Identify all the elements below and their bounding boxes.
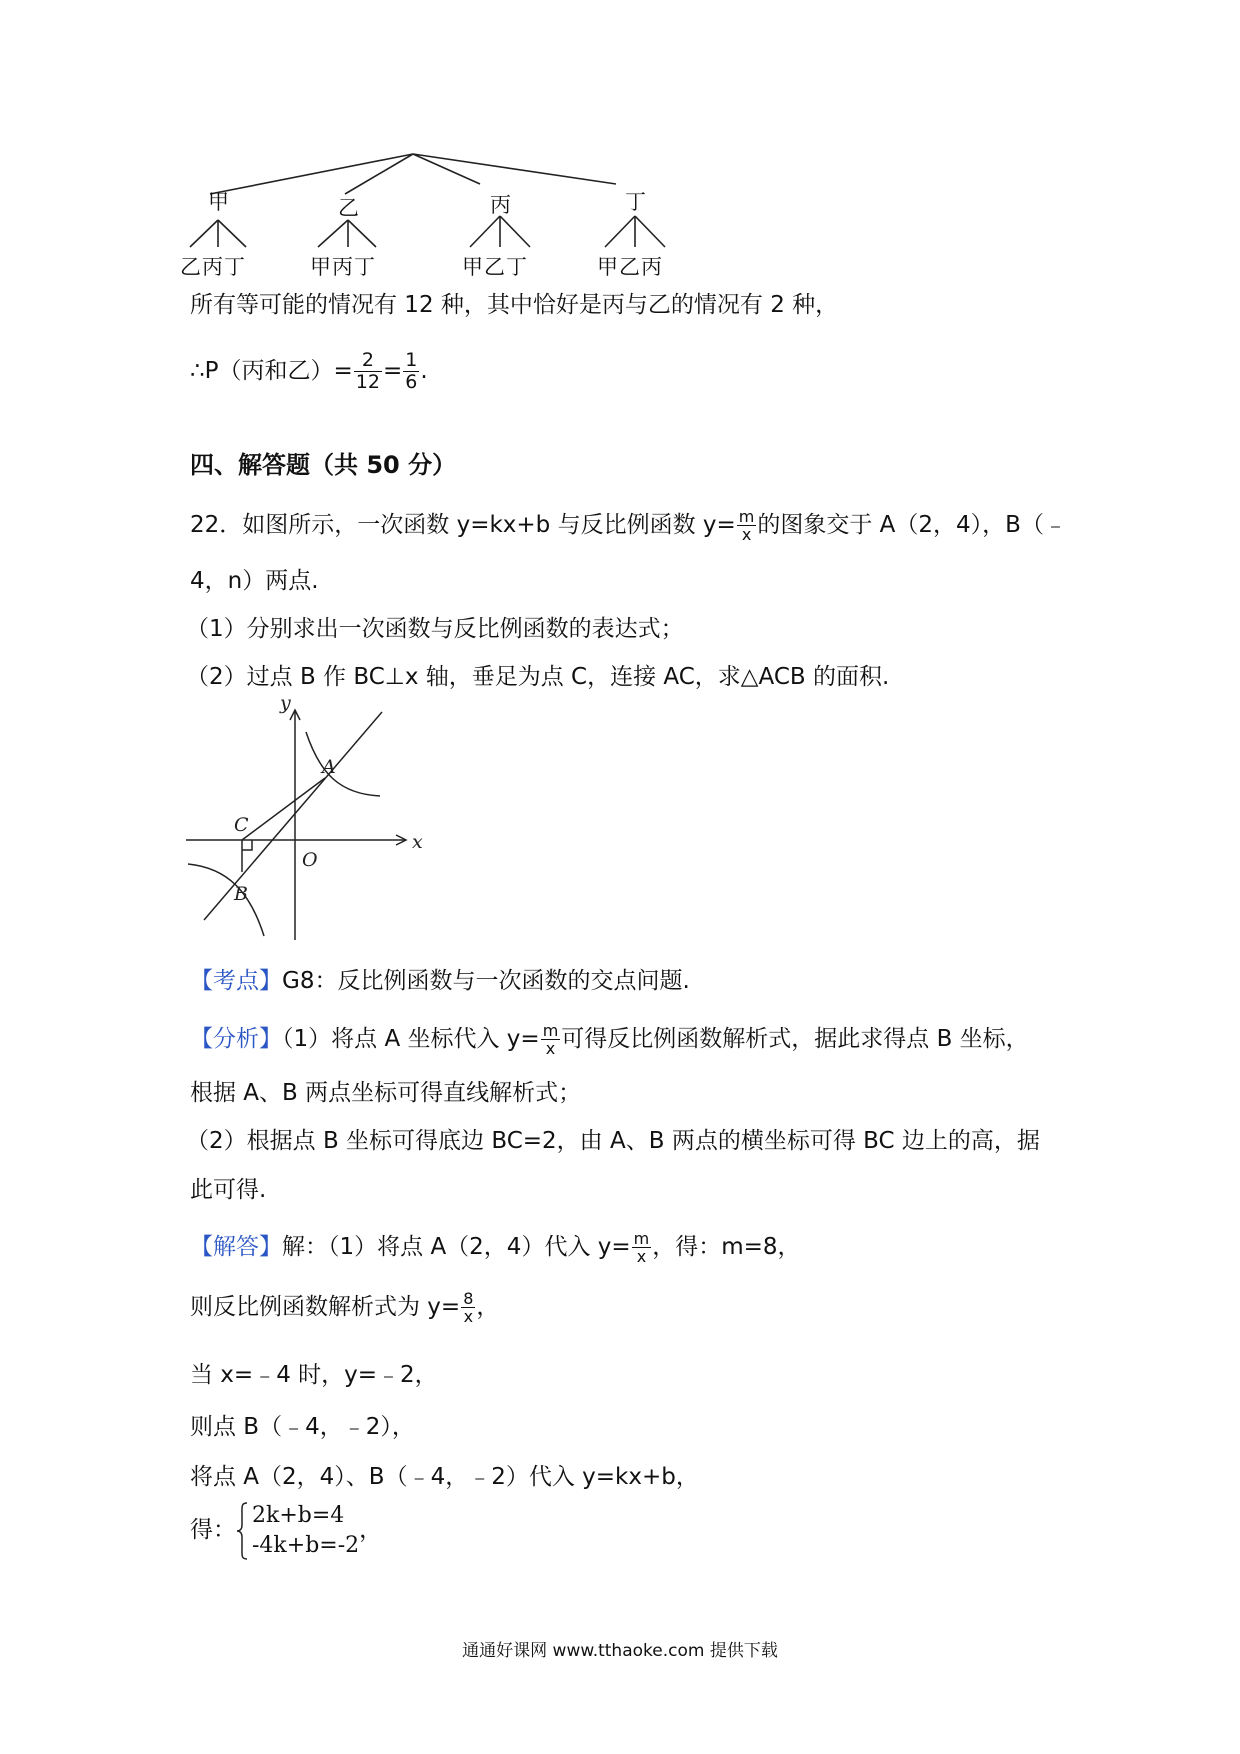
- frac-den: x: [545, 1039, 556, 1058]
- frac-num: 8: [463, 1289, 474, 1308]
- tree-leaf: 乙: [619, 255, 641, 279]
- frac-den: 12: [355, 371, 380, 393]
- frac-den: x: [463, 1307, 474, 1326]
- section-title: 四、解答题（共 50 分）: [190, 451, 457, 479]
- tree-leaf-group-1: [310, 251, 376, 281]
- equation-2: -4k+b=-2: [252, 1532, 360, 1558]
- fraction-2-12: [354, 350, 382, 393]
- jieda-text-c: 则反比例函数解析式为 y=: [190, 1294, 461, 1320]
- tree-leaf: 甲: [597, 255, 619, 279]
- graph-label-b: B: [234, 883, 248, 905]
- fraction-8-x: [461, 1290, 475, 1325]
- kaodian-line: [190, 966, 690, 996]
- frac-num: 2: [354, 350, 382, 372]
- tree-leaf-group-2: [462, 251, 528, 281]
- graph-label-x: x: [412, 831, 423, 853]
- tree-node-l1-2: 丙: [490, 193, 511, 217]
- jieda-line-1: [190, 1230, 801, 1265]
- prev-line-2: [190, 350, 428, 393]
- tree-leaf: 乙: [484, 255, 506, 279]
- fenxi-text-b: 可得反比例函数解析式，据此求得点 B 坐标，: [561, 1026, 1029, 1052]
- q22-sub-2: （2）过点 B 作 BC⊥x 轴，垂足为点 C，连接 AC，求△ACB 的面积.: [186, 664, 890, 690]
- frac-den: x: [636, 1247, 647, 1266]
- frac-num: m: [633, 1229, 650, 1248]
- jieda-text-d: ，: [476, 1294, 500, 1320]
- fenxi-line-1: [190, 1022, 1029, 1057]
- fenxi-tag: 【分析】: [190, 1026, 282, 1052]
- page-footer: 通通好课网 www.tthaoke.com 提供下载: [462, 1641, 778, 1661]
- jieda-text-b: ，得：m=8，: [652, 1234, 801, 1260]
- q22-line-1: [190, 508, 1067, 543]
- fenxi-line-3: （2）根据点 B 坐标可得底边 BC=2，由 A、B 两点的横坐标可得 BC 边上的高，据: [186, 1128, 1040, 1154]
- prev-line-2-suffix: .: [420, 358, 428, 384]
- graph-label-o: O: [302, 849, 318, 871]
- q22-text-a: 22．如图所示，一次函数 y=kx+b 与反比例函数 y=: [190, 512, 736, 538]
- jieda-tag: 【解答】: [190, 1234, 282, 1260]
- frac-den: 6: [405, 371, 418, 393]
- prev-line-2-prefix: ∴P（丙和乙）=: [190, 358, 353, 384]
- jieda-text-a: 解：（1）将点 A（2，4）代入 y=: [282, 1234, 631, 1260]
- fraction-m-x: [737, 508, 757, 543]
- kaodian-text: G8：反比例函数与一次函数的交点问题.: [282, 968, 690, 994]
- jieda-line-3: 当 x=﹣4 时，y=﹣2，: [190, 1362, 438, 1388]
- tree-leaf: 丁: [224, 255, 246, 279]
- equals-sign: =: [382, 358, 403, 384]
- tree-leaf: 丙: [641, 255, 663, 279]
- fraction-m-x: [541, 1022, 561, 1057]
- q22-text-b: 的图象交于 A（2，4），B（﹣: [757, 512, 1067, 538]
- fenxi-line-2: 根据 A、B 两点坐标可得直线解析式；: [190, 1080, 582, 1106]
- kaodian-tag: 【考点】: [190, 968, 282, 994]
- tree-leaf: 甲: [310, 255, 332, 279]
- tree-leaf: 丁: [506, 255, 528, 279]
- frac-num: m: [738, 507, 755, 526]
- left-brace-icon: [236, 1501, 248, 1561]
- tree-leaf-group-3: [597, 251, 663, 281]
- frac-den: x: [741, 525, 752, 544]
- jieda-text-f: ，: [359, 1517, 383, 1543]
- equation-system: [236, 1501, 359, 1561]
- fraction-1-6: [403, 350, 419, 393]
- q22-line-2: 4，n）两点.: [190, 568, 319, 594]
- fraction-m-x: [632, 1230, 652, 1265]
- tree-node-l1-0: 甲: [208, 190, 229, 214]
- frac-num: 1: [405, 349, 418, 371]
- jieda-line-4: 则点 B（﹣4，﹣2），: [190, 1414, 415, 1440]
- graph-label-a: A: [322, 756, 336, 778]
- jieda-line-5: 将点 A（2，4）、B（﹣4，﹣2）代入 y=kx+b，: [190, 1464, 699, 1490]
- jieda-text-e: 得：: [190, 1517, 236, 1543]
- tree-leaf: 丙: [202, 255, 224, 279]
- frac-num: m: [542, 1021, 559, 1040]
- tree-node-l1-1: 乙: [338, 196, 359, 220]
- tree-leaf-group-0: [180, 251, 246, 281]
- graph-label-y: y: [280, 694, 291, 714]
- fenxi-line-4: 此可得.: [190, 1177, 267, 1203]
- jieda-line-2: [190, 1290, 499, 1325]
- tree-leaf: 甲: [462, 255, 484, 279]
- coordinate-graph: [184, 694, 434, 944]
- equation-1: 2k+b=4: [252, 1502, 345, 1528]
- q22-sub-1: （1）分别求出一次函数与反比例函数的表达式；: [186, 616, 684, 642]
- tree-leaf: 丙: [332, 255, 354, 279]
- tree-leaf: 丁: [354, 255, 376, 279]
- graph-label-c: C: [234, 814, 249, 836]
- fenxi-text-a: （1）将点 A 坐标代入 y=: [282, 1026, 540, 1052]
- prev-line-1: 所有等可能的情况有 12 种，其中恰好是丙与乙的情况有 2 种，: [190, 292, 839, 318]
- jieda-line-6: [190, 1500, 382, 1561]
- tree-leaf: 乙: [180, 255, 202, 279]
- tree-node-l1-3: 丁: [625, 190, 646, 214]
